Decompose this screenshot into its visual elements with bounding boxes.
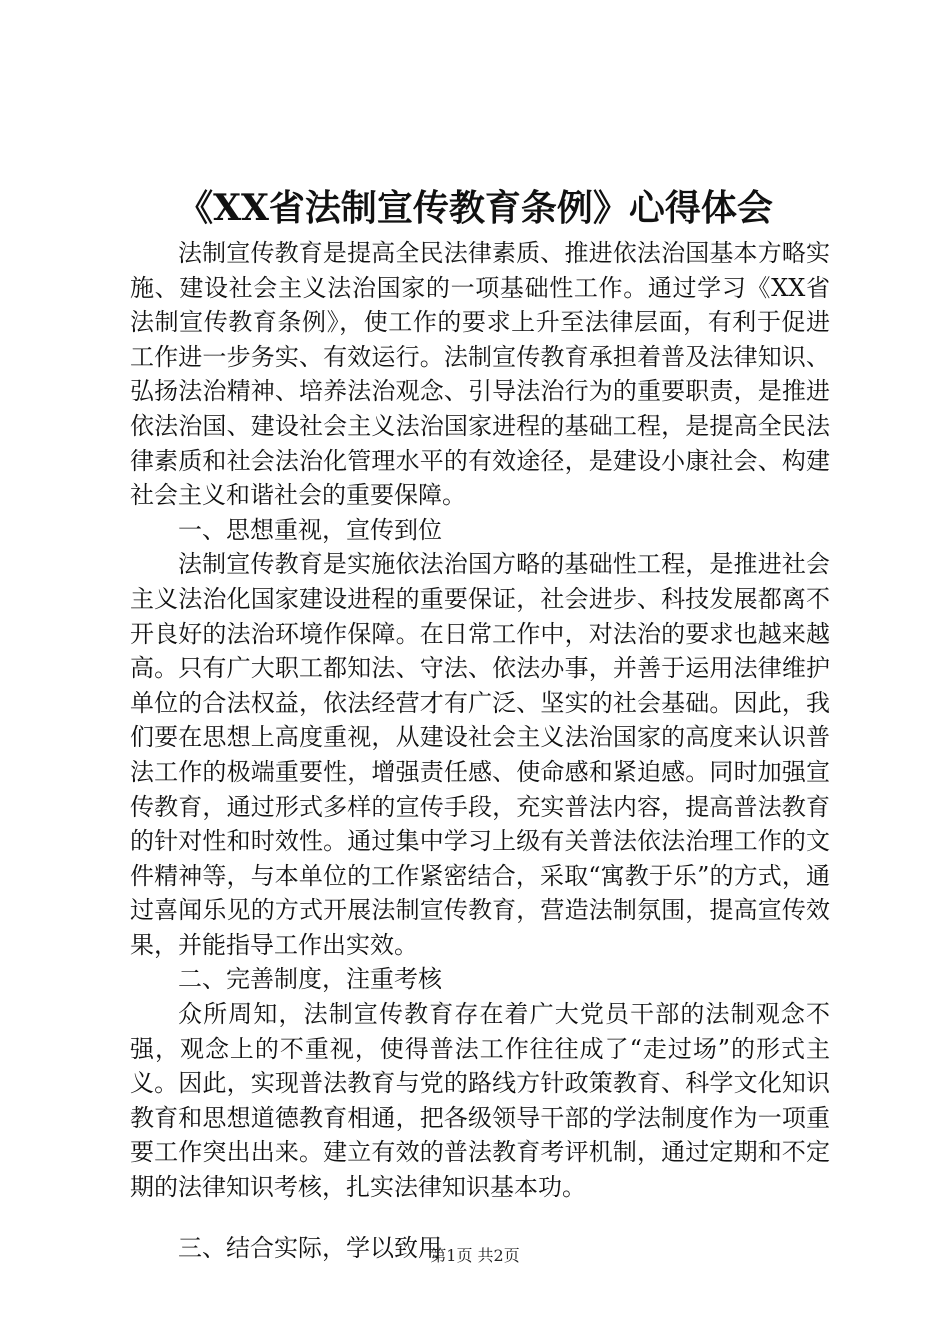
section-body-1: 法制宣传教育是实施依法治国方略的基础性工程，是推进社会主义法治化国家建设进程的重要保证，社会进步、科技发展都离不开良好的法治环境作保障。在日常工作中，对法治的要求也越来越高。只有广大职工都知法、守法、依法办事，并善于运用法律维护单位的合法权益，依法经营才有广泛、坚实的社会基础。因此，我们要在思想上高度重视，从建设社会主义法治国家的高度来认识普法工作的极端重要性，增强责任感、使命感和紧迫感。同时加强宣传教育，通过形式多样的宣传手段，充实普法内容，提高普法教育的针对性和时效性。通过集中学习上级有关普法依法治理工作的文件精神等，与本单位的工作紧密结合，采取“寓教于乐”的方式，通过喜闻乐见的方式开展法制宣传教育，营造法制氛围，提高宣传效果，并能指导工作出实效。 [130,550,830,959]
intro-paragraph: 法制宣传教育是提高全民法律素质、推进依法治国基本方略实施、建设社会主义法治国家的一项基础性工作。通过学习《XX省法制宣传教育条例》，使工作的要求上升至法律层面，有利于促进工作进一步务实、有效运行。法制宣传教育承担着普及法律知识、弘扬法治精神、培养法治观念、引导法治行为的重要职责，是推进依法治国、建设社会主义法治国家进程的基础工程，是提高全民法律素质和社会法治化管理水平的有效途径，是建设小康社会、构建社会主义和谐社会的重要保障。 [130,239,830,510]
section-body-2: 众所周知，法制宣传教育存在着广大党员干部的法制观念不强，观念上的不重视，使得普法工作往往成了“走过场”的形式主义。因此，实现普法教育与党的路线方针政策教育、科学文化知识教育和思想道德教育相通，把各级领导干部的学法制度作为一项重要工作突出出来。建立有效的普法教育考评机制，通过定期和不定期的法律知识考核，扎实法律知识基本功。 [130,1000,830,1202]
document-body [130,236,830,1265]
document-title: 《XX省法制宣传教育条例》心得体会 [177,187,773,229]
section-heading-2: 二、完善制度，注重考核 [178,965,442,994]
page-footer: 第1页 共2页 [430,1246,520,1265]
section-heading-3: 三、结合实际，学以致用 [178,1233,442,1262]
section-heading-1: 一、思想重视，宣传到位 [178,515,442,544]
